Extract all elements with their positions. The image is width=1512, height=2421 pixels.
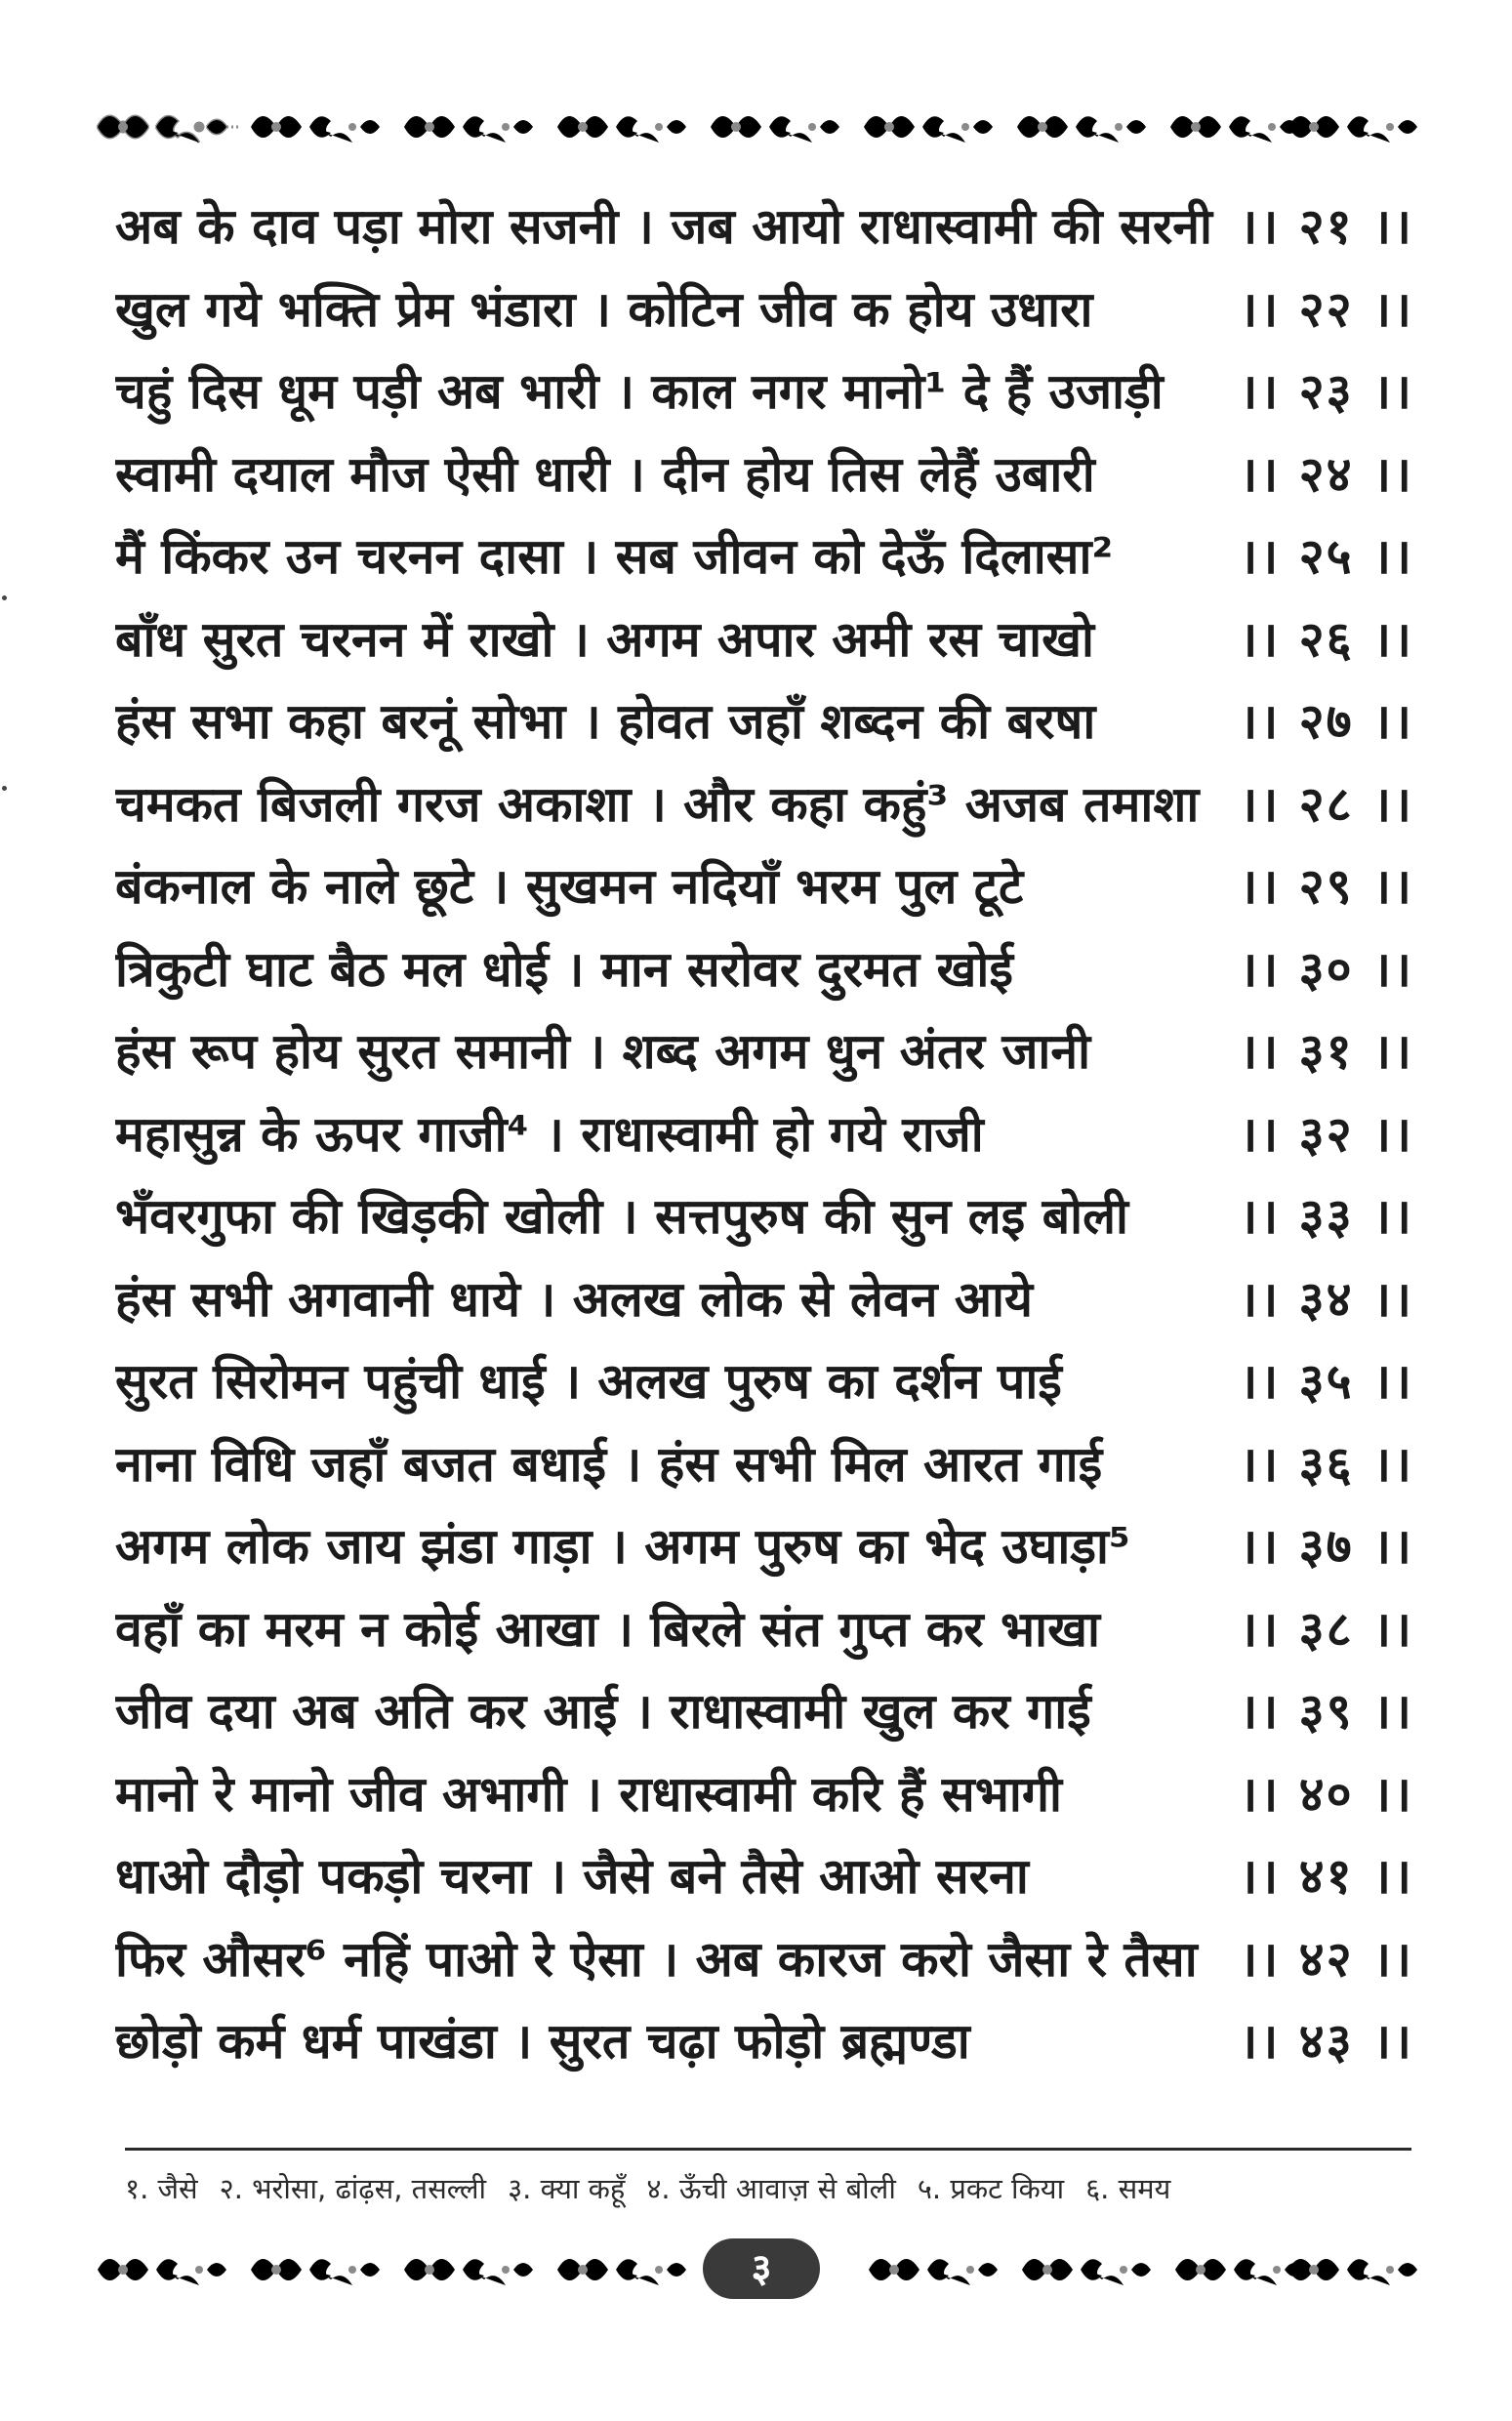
verse-line	[115, 1423, 1413, 1506]
footnote-item: ३. क्या कहूँ	[508, 2172, 626, 2205]
verse-number: ।। ३२ ।।	[1239, 1105, 1413, 1163]
verse-text: चहुं दिस धूम पड़ी अब भारी । काल नगर मानो¹ दे हैं उजाड़ी	[115, 363, 1164, 420]
footnote-item: ५. प्रकट किया	[917, 2172, 1065, 2205]
verse-text: मानो रे मानो जीव अभागी । राधास्वामी करि हैं सभागी	[115, 1765, 1062, 1823]
edge-speck	[2, 786, 7, 791]
verse-number: ।। २२ ।।	[1239, 280, 1413, 338]
verse-text: जीव दया अब अति कर आई । राधास्वामी खुल कर गाई	[115, 1683, 1091, 1740]
verse-line	[115, 928, 1413, 1011]
verse-line	[115, 680, 1413, 763]
verse-text: चमकत बिजली गरज अकाशा । और कहा कहुं³ अजब तमाशा	[115, 775, 1200, 833]
verse-text: नाना विधि जहाँ बजत बधाई । हंस सभी मिल आरत गाई	[115, 1435, 1103, 1493]
verse-line	[115, 1835, 1413, 1918]
verse-text: खुल गये भक्ति प्रेम भंडारा । कोटिन जीव क होय उधारा	[115, 280, 1093, 338]
verse-line	[115, 1093, 1413, 1176]
verse-text: अब के दाव पड़ा मोरा सजनी । जब आयो राधास्वामी की सरनी	[115, 198, 1212, 255]
verse-text: बाँध सुरत चरनन में राखो । अगम अपार अमी रस चाखो	[115, 610, 1094, 668]
footnote-divider	[125, 2148, 1411, 2151]
verse-line	[115, 433, 1413, 516]
verse-number: ।। ३७ ।।	[1239, 1518, 1413, 1575]
verse-text: हंस रूप होय सुरत समानी । शब्द अगम धुन अंतर जानी	[115, 1023, 1091, 1080]
verse-number: ।। ४० ।।	[1239, 1765, 1413, 1823]
verse-line	[115, 1505, 1413, 1588]
footnotes	[125, 2169, 1413, 2208]
verse-line	[115, 598, 1413, 681]
verse-line	[115, 1340, 1413, 1423]
verse-number: ।। २७ ।।	[1239, 693, 1413, 750]
verse-number: ।। ३५ ।।	[1239, 1353, 1413, 1410]
verse-text: हंस सभा कहा बरनूं सोभा । होवत जहाँ शब्दन की बरषा	[115, 693, 1096, 750]
verse-text: भँवरगुफा की खिड़की खोली । सत्तपुरुष की सुन लइ बोली	[115, 1188, 1128, 1245]
verse-line	[115, 1258, 1413, 1341]
verse-number: ।। ३३ ।।	[1239, 1188, 1413, 1245]
verse-line	[115, 763, 1413, 846]
verse-number: ।। २९ ।।	[1239, 858, 1413, 915]
verse-line	[115, 1175, 1413, 1258]
verse-line	[115, 185, 1413, 268]
verse-number: ।। ३८ ।।	[1239, 1600, 1413, 1658]
verse-text: बंकनाल के नाले छूटे । सुखमन नदियाँ भरम पुल टूटे	[115, 858, 1024, 915]
footnote-item: ६. समय	[1085, 2172, 1171, 2205]
verse-text: धाओ दौड़ो पकड़ो चरना । जैसे बने तैसे आओ सरना	[115, 1848, 1029, 1905]
page-number-badge	[703, 2238, 820, 2299]
verse-line	[115, 845, 1413, 928]
verse-line	[115, 268, 1413, 351]
footnote-item: २. भरोसा, ढांढ़स, तसल्ली	[219, 2172, 487, 2205]
verse-number: ।। ३० ।।	[1239, 940, 1413, 998]
verse-number: ।। ३१ ।।	[1239, 1023, 1413, 1080]
verse-number: ।। ४३ ।।	[1239, 2013, 1413, 2070]
verse-line	[115, 1010, 1413, 1093]
verse-text: मैं किंकर उन चरनन दासा । सब जीवन को देऊँ दिलासा²	[115, 528, 1114, 585]
verse-number: ।। २५ ।।	[1239, 528, 1413, 585]
top-ornament-border	[88, 93, 1425, 161]
verse-number: ।। २३ ।।	[1239, 363, 1413, 420]
verse-line	[115, 1670, 1413, 1753]
verse-number: ।। ३६ ।।	[1239, 1435, 1413, 1493]
verse-number: ।। ४१ ।।	[1239, 1848, 1413, 1905]
footnote-item: १. जैसे	[125, 2172, 198, 2205]
verse-text: हंस सभी अगवानी धाये । अलख लोक से लेवन आये	[115, 1270, 1033, 1328]
verse-number: ।। ३९ ।।	[1239, 1683, 1413, 1740]
verse-number: ।। ३४ ।।	[1239, 1270, 1413, 1328]
verse-text: सुरत सिरोमन पहुंची धाई । अलख पुरुष का दर्शन पाई	[115, 1353, 1062, 1410]
edge-speck	[2, 595, 7, 600]
page-number: ३	[751, 2246, 772, 2291]
verse-number: ।। २४ ।।	[1239, 445, 1413, 503]
verse-line	[115, 1918, 1413, 2001]
verse-text: छोड़ो कर्म धर्म पाखंडा । सुरत चढ़ा फोड़ो ब्रह्मण्डा	[115, 2013, 970, 2070]
verse-text: वहाँ का मरम न कोई आखा । बिरले संत गुप्त कर भाखा	[115, 1600, 1100, 1658]
verse-line	[115, 515, 1413, 598]
verse-list	[115, 185, 1413, 2083]
verse-text: स्वामी दयाल मौज ऐसी धारी । दीन होय तिस लेहैं उबारी	[115, 445, 1095, 503]
footnote-item: ४. ऊँची आवाज़ से बोली	[646, 2172, 896, 2205]
verse-number: ।। ४२ ।।	[1239, 1930, 1413, 1988]
verse-number: ।। २८ ।।	[1239, 775, 1413, 833]
verse-text: फिर औसर⁶ नहिं पाओ रे ऐसा । अब कारज करो जैसा रे तैसा	[115, 1930, 1198, 1988]
verse-text: महासुन्न के ऊपर गाजी⁴ । राधास्वामी हो गये राजी	[115, 1105, 984, 1163]
verse-text: त्रिकुटी घाट बैठ मल धोई । मान सरोवर दुरमत खोई	[115, 940, 1013, 998]
verse-number: ।। २१ ।।	[1239, 198, 1413, 255]
verse-line	[115, 1588, 1413, 1671]
verse-line	[115, 1753, 1413, 1836]
verse-line	[115, 2000, 1413, 2083]
verse-number: ।। २६ ।।	[1239, 610, 1413, 668]
verse-line	[115, 350, 1413, 433]
verse-text: अगम लोक जाय झंडा गाड़ा । अगम पुरुष का भेद उघाड़ा⁵	[115, 1518, 1130, 1575]
